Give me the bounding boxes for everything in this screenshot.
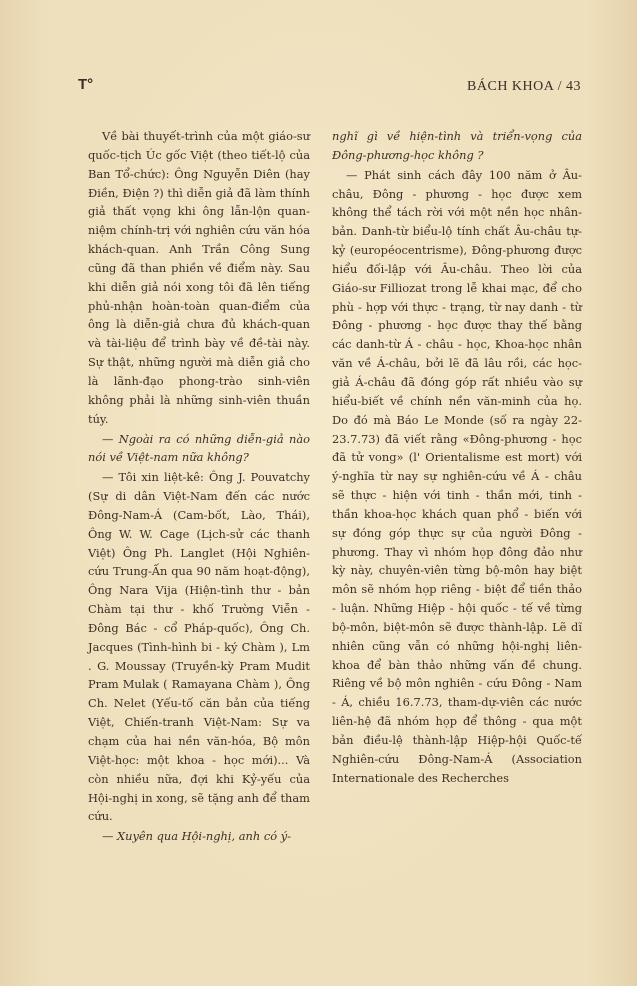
paragraph-question: — Xuyên qua Hội-nghị, anh có ý-: [102, 829, 291, 844]
paragraph-answer: — Tôi xin liệt-kê: Ông J. Pouvatchy (Sự di dân Việt-Nam đến các nước Đông-Nam-Á (Cam-bốt, Lào, Thái), Ông W. W. Cage (Lịch-sử các thanh Việt) Ông Ph. Langlet (Hội Nghiên-cứu Trung-Ấn qua 90 năm hoạt-động), Ông Nara Vija (Hiện-tình thư - bản Chàm tại thư - khố Trường Viễn - Đông Bác - cổ Pháp-quốc), Ông Ch. Jacques (Tình-hình bi - ký Chàm ), Lm . G. Moussay (Truyền-kỳ Pram Mudit Pram Mulak ( Ramayana Chàm ), Ông Ch. Nelet (Yếu-tố căn bản của tiếng Việt, Chiến-tranh Việt-Nam: Sự va chạm của hai nền văn-hóa, Bộ môn Việt-học: một khoa - học mới)... Và còn nhiều nữa, đợi khi Kỷ-yếu của Hội-nghị in xong, sẽ tặng anh để tham cứu.: [88, 470, 310, 824]
paragraph-answer: — Phát sinh cách đây 100 năm ở Âu-châu, Đông - phương - học được xem không thể tách rời với một nền học nhân-bản. Danh-từ biểu-lộ tính chất Âu-châu tự-kỷ (européocentrisme), Đông-phương được hiểu đối-lập với Âu-châu. Theo lời của Giáo-sư Filliozat trong lễ khai mạc, để cho phù - hợp với thực - trạng, từ nay danh - từ Đông - phương - học được thay thế bằng các danh-từ Á - châu - học, Khoa-học nhân văn về Á-châu, bởi lẽ đã lâu rồi, các học-giả Á-châu đã đóng góp rất nhiều vào sự hiểu-biết về chính nền văn-minh của họ. Do đó mà Báo Le Monde (số ra ngày 22-23.7.73) đã viết rằng «Đông-phương - học đã tử vong» (l' Orientalisme est mort) với ý-nghĩa từ nay sự nghiên-cứu về Á - châu sẽ thực - hiện với tinh - thần mới, tinh - thần khoa-học khách quan phổ - biến với sự đóng góp thực sự của người Đông - phương. Thay vì nhóm họp đông đảo như kỳ này, chuyên-viên từng bộ-môn hay biệt môn sẽ nhóm họp riêng - biệt để tiền thảo - luận. Những Hiệp - hội quốc - tế về từng bộ-môn, biệt-môn sẽ được thành-lập. Lẽ dĩ nhiên cũng vẫn có những hội-nghị liên-khoa để bàn thảo những vấn đề chung. Riêng về bộ môn nghiên - cứu Đông - Nam - Á, chiều 16.7.73, tham-dự-viên các nước liên-hệ đã nhóm họp để thông - qua một bản điều-lệ thành-lập Hiệp-hội Quốc-tế Nghiên-cứu Đông-Nam-Á (Association Internationale des Recherches: [332, 167, 582, 785]
left-column: [88, 127, 310, 846]
paragraph-answer: Về bài thuyết-trình của một giáo-sư quốc-tịch Úc gốc Việt (theo tiết-lộ của Ban Tổ-chức): Ông Nguyễn Diên (hay Điền, Điện ?) thì diễn giả đã làm thính giả thất vọng khi ông lẫn-lộn quan-niệm chính-trị với nghiên cứu văn hóa khách-quan. Anh Trần Công Sung cũng đã than phiền về điểm này. Sau khi diễn giả nói xong tôi đã lên tiếng phủ-nhận hoàn-toàn quan-điểm của ông là diễn-giả chưa đủ khách-quan và tài-liệu để trình bày về đề-tài này. Sự thật, những người mà diễn giả cho là lãnh-đạo phong-trào sinh-viên không phải là những sinh-viên thuần túy.: [88, 129, 310, 426]
running-head: BÁCH KHOA / 43: [467, 79, 581, 94]
page-mark: T°: [78, 76, 94, 93]
right-column: [332, 127, 582, 788]
paragraph-question: — Ngoài ra có những diễn-giả nào nói về Việt-nam nữa không?: [88, 431, 310, 465]
paragraph-question-continued: nghĩ gì về hiện-tình và triển-vọng của Đông-phương-học không ?: [332, 129, 582, 162]
